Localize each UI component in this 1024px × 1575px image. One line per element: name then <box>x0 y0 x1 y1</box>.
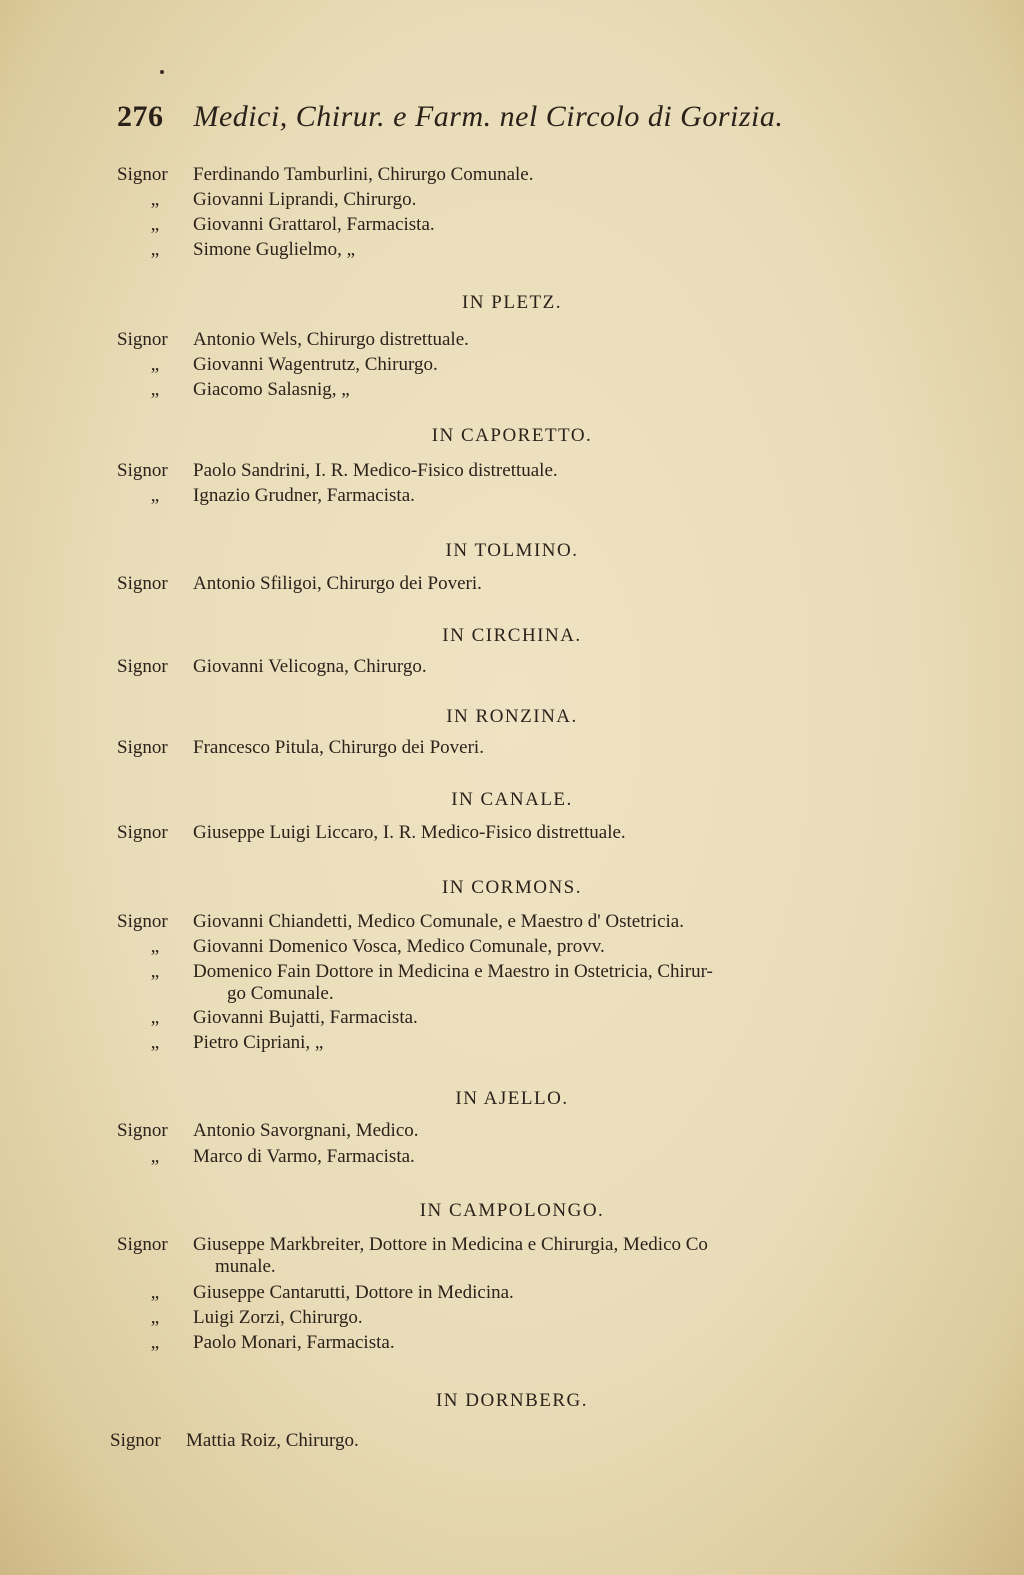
entry-text: Paolo Monari, Farmacista. <box>193 1332 395 1353</box>
ditto-mark: „ <box>150 1332 160 1353</box>
signor-label: Signor <box>117 164 168 185</box>
ditto-mark: „ <box>150 1007 160 1028</box>
entry-text: Antonio Sfiligoi, Chirurgo dei Poveri. <box>193 573 482 594</box>
entry-text: Antonio Savorgnani, Medico. <box>193 1120 419 1141</box>
page-number: 276 <box>117 100 164 133</box>
ditto-mark: „ <box>150 239 160 260</box>
entry <box>117 911 684 933</box>
signor-label: Signor <box>117 573 168 594</box>
ditto-mark: „ <box>150 1307 160 1328</box>
entry-continuation <box>227 983 334 1005</box>
signor-label: Signor <box>117 329 168 350</box>
signor-label: Signor <box>117 737 168 758</box>
entry-text: Simone Guglielmo, „ <box>193 239 356 260</box>
entry <box>117 460 558 482</box>
ditto-mark: „ <box>150 1282 160 1303</box>
entry-text: Giovanni Chiandetti, Medico Comunale, e Maestro d' Ostetricia. <box>193 911 684 932</box>
running-title: Medici, Chirur. e Farm. nel Circolo di Gorizia. <box>193 100 784 133</box>
signor-label: Signor <box>117 460 168 481</box>
entry-text: Giovanni Domenico Vosca, Medico Comunale, provv. <box>193 936 605 957</box>
entry <box>117 329 469 351</box>
signor-label: Signor <box>117 1234 168 1255</box>
ditto-mark: „ <box>150 354 160 375</box>
signor-label: Signor <box>117 822 168 843</box>
entry-text: Domenico Fain Dottore in Medicina e Maestro in Ostetricia, Chirur- <box>193 961 713 982</box>
signor-label: Signor <box>110 1430 161 1451</box>
entry-text: Giovanni Velicogna, Chirurgo. <box>193 656 427 677</box>
entry <box>117 737 484 759</box>
ditto-mark: „ <box>150 961 160 982</box>
entry <box>117 164 533 186</box>
entry <box>117 1282 514 1304</box>
ditto-mark: „ <box>150 485 160 506</box>
ditto-mark: „ <box>150 189 160 210</box>
entry-text: Paolo Sandrini, I. R. Medico-Fisico distrettuale. <box>193 460 558 481</box>
section-heading: IN CANALE. <box>451 789 573 810</box>
entry <box>117 379 350 401</box>
entry-text: Ignazio Grudner, Farmacista. <box>193 485 415 506</box>
entry <box>117 485 415 507</box>
entry <box>117 1307 363 1329</box>
entry-text: Giovanni Bujatti, Farmacista. <box>193 1007 418 1028</box>
entry <box>117 961 713 983</box>
section-heading: IN TOLMINO. <box>445 540 579 561</box>
entry-text: Marco di Varmo, Farmacista. <box>193 1146 415 1167</box>
entry-continuation <box>215 1256 276 1278</box>
entry-text: Giuseppe Luigi Liccaro, I. R. Medico-Fisico distrettuale. <box>193 822 626 843</box>
entry <box>117 573 482 595</box>
signor-label: Signor <box>117 656 168 677</box>
entry <box>110 1430 359 1452</box>
entry <box>117 936 605 958</box>
entry-text: Mattia Roiz, Chirurgo. <box>186 1430 359 1451</box>
section-heading: IN PLETZ. <box>461 292 563 313</box>
entry-text: Ferdinando Tamburlini, Chirurgo Comunale. <box>193 164 534 185</box>
section-heading: IN DORNBERG. <box>435 1390 589 1411</box>
ditto-mark: „ <box>150 214 160 235</box>
entry <box>117 822 626 844</box>
entry-text: munale. <box>215 1256 276 1277</box>
section-heading: IN CAPORETTO. <box>431 425 593 446</box>
entry <box>117 189 416 211</box>
entry <box>117 354 438 376</box>
entry-text: Giovanni Grattarol, Farmacista. <box>193 214 435 235</box>
entry-text: Francesco Pitula, Chirurgo dei Poveri. <box>193 737 484 758</box>
section-heading: IN AJELLO. <box>455 1088 569 1109</box>
ditto-mark: „ <box>150 379 160 400</box>
section-heading: IN RONZINA. <box>446 706 578 727</box>
ditto-mark: „ <box>150 1032 160 1053</box>
entry <box>117 1007 418 1029</box>
signor-label: Signor <box>117 911 168 932</box>
entry <box>117 1332 395 1354</box>
entry-text: Luigi Zorzi, Chirurgo. <box>193 1307 363 1328</box>
entry <box>117 656 427 678</box>
signor-label: Signor <box>117 1120 168 1141</box>
entry-text: Antonio Wels, Chirurgo distrettuale. <box>193 329 469 350</box>
entry <box>117 214 435 236</box>
entry-text: Giovanni Wagentrutz, Chirurgo. <box>193 354 438 375</box>
entry-text: Pietro Cipriani, „ <box>193 1032 324 1053</box>
section-heading: IN CAMPOLONGO. <box>419 1200 605 1221</box>
entry <box>117 1234 708 1256</box>
entry <box>117 1146 415 1168</box>
entry <box>117 1120 419 1142</box>
entry-text: Giuseppe Markbreiter, Dottore in Medicina e Chirurgia, Medico Co <box>193 1234 708 1255</box>
entry <box>117 239 355 261</box>
section-heading: IN CORMONS. <box>441 877 583 898</box>
entry <box>117 1032 323 1054</box>
entry-text: Giacomo Salasnig, „ <box>193 379 350 400</box>
ditto-mark: „ <box>150 1146 160 1167</box>
ditto-mark: „ <box>150 936 160 957</box>
entry-text: Giuseppe Cantarutti, Dottore in Medicina. <box>193 1282 514 1303</box>
section-heading: IN CIRCHINA. <box>442 625 582 646</box>
entry-text: go Comunale. <box>227 983 334 1004</box>
entry-text: Giovanni Liprandi, Chirurgo. <box>193 189 417 210</box>
